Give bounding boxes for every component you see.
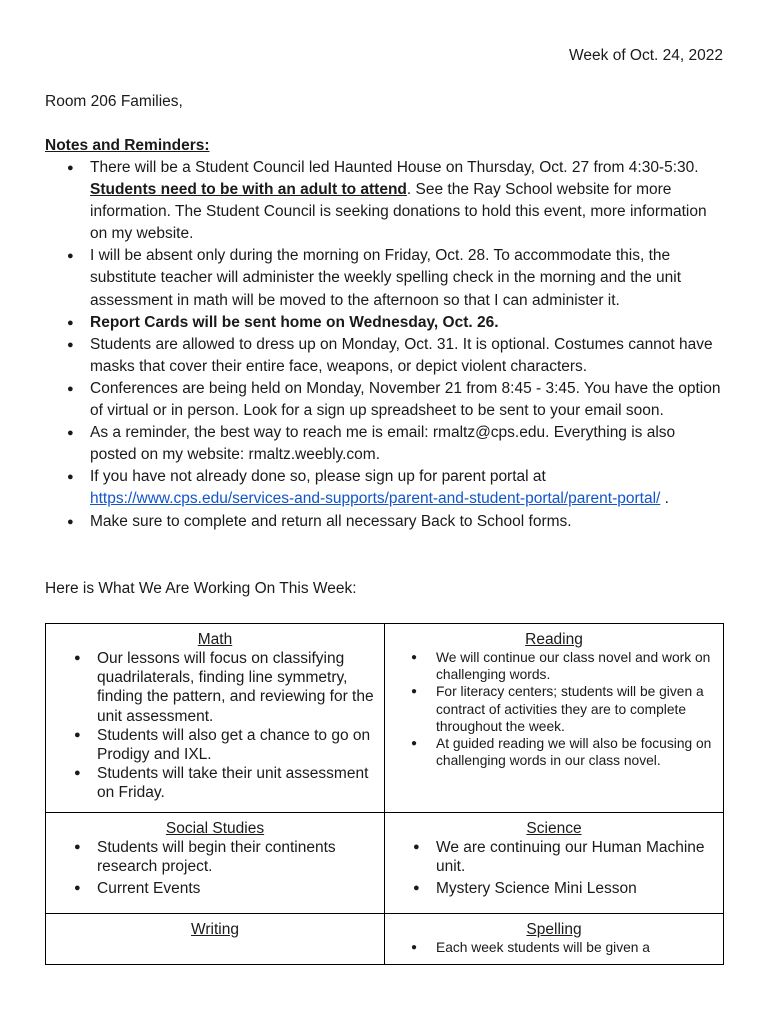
list-item: ● At guided reading we will also be focusing on challenging words in our class novel.: [411, 736, 712, 769]
list-item: ● Students will take their unit assessment on Friday.: [74, 765, 369, 802]
parent-portal-link[interactable]: https://www.cps.edu/services-and-supports/parent-and-student-portal/parent-portal/: [90, 490, 661, 508]
science-list: [393, 838, 715, 899]
note-conferences: ● Conferences are being held on Monday, November 21 from 8:45 - 3:45. You have the option of virtual or in person. Look for a sign up spreadsheet to be sent to your email soon.: [67, 379, 721, 420]
note-absence: ● I will be absent only during the morning on Friday, Oct. 28. To accommodate this, the substitute teacher will administer the weekly spelling check in the morning and the unit assessment in math will be moved to the afternoon so that I can administer it.: [67, 247, 682, 309]
bullet-icon: ●: [67, 162, 74, 174]
bullet-icon: ●: [74, 767, 81, 780]
bullet-icon: ●: [413, 841, 420, 853]
note-report-cards: ● Report Cards will be sent home on Wednesday, Oct. 26.: [45, 312, 723, 334]
bullet-icon: ●: [67, 471, 74, 484]
bullet-icon: ●: [67, 316, 74, 329]
bullet-icon: ●: [67, 427, 74, 440]
list-item: ● Students will begin their continents research project.: [74, 839, 336, 876]
working-heading: Here is What We Are Working On This Week:: [45, 580, 357, 597]
math-cell: [46, 624, 385, 813]
note-parent-portal: ● If you have not already done so, please sign up for parent portal at https://www.cps.edu/services-and-supports/parent-and-student-portal/parent-portal/ .: [67, 468, 669, 508]
bullet-icon: ●: [67, 382, 74, 395]
notes-heading: Notes and Reminders:: [45, 137, 210, 154]
science-cell: [385, 813, 724, 914]
list-item: ● Each week students will be given a: [411, 940, 650, 955]
week-date: Week of Oct. 24, 2022: [569, 47, 723, 64]
bullet-icon: ●: [67, 515, 74, 528]
science-title: Science: [526, 820, 582, 837]
reading-list: [393, 649, 715, 769]
social-studies-title: Social Studies: [165, 820, 265, 837]
notes-list: [45, 157, 723, 533]
note-emphasis: Students need to be with an adult to attend: [90, 181, 407, 199]
spelling-cell: [385, 914, 724, 965]
list-item: ● We are continuing our Human Machine unit.: [413, 839, 705, 876]
note-forms: ● Make sure to complete and return all necessary Back to School forms.: [45, 511, 723, 533]
bullet-icon: ●: [74, 841, 81, 853]
bullet-icon: ●: [411, 686, 418, 698]
social-studies-list: [54, 838, 376, 899]
bullet-icon: ●: [413, 882, 420, 895]
table-row: [46, 914, 724, 965]
list-item: ● Mystery Science Mini Lesson: [413, 880, 637, 898]
writing-title: Writing: [191, 921, 239, 938]
spelling-title: Spelling: [526, 921, 582, 938]
table-row: [46, 624, 724, 813]
list-item: ● Current Events: [74, 880, 201, 898]
bullet-icon: ●: [74, 652, 81, 664]
list-item: ● For literacy centers; students will be given a contract of activities they are to complete throughout the week.: [411, 684, 704, 734]
spelling-list: [393, 939, 715, 956]
social-studies-cell: [46, 813, 385, 914]
math-list: [54, 649, 376, 803]
table-row: [46, 813, 724, 914]
bullet-icon: ●: [411, 942, 418, 953]
subjects-table: [45, 623, 724, 965]
list-item: ● We will continue our class novel and work on challenging words.: [411, 650, 711, 683]
note-costumes: ● Students are allowed to dress up on Monday, Oct. 31. It is optional. Costumes cannot have masks that cover their entire face, weapons, or depict violent characters.: [67, 335, 713, 375]
bullet-icon: ●: [411, 738, 418, 750]
bullet-icon: ●: [67, 250, 74, 263]
bullet-icon: ●: [74, 882, 81, 895]
reading-cell: [385, 624, 724, 813]
writing-cell: [46, 914, 385, 965]
list-item: ● Students will also get a chance to go on Prodigy and IXL.: [74, 726, 371, 764]
bullet-icon: ●: [67, 338, 74, 351]
note-haunted-house: ● There will be a Student Council led Haunted House on Thursday, Oct. 27 from 4:30-5:30. Students need to be with an adult to attend. See the Ray School website for more information. The Student Council is seeking donations to hold this event, more information on my website.: [67, 159, 707, 243]
math-title: Math: [197, 631, 233, 648]
reading-title: Reading: [525, 631, 583, 648]
bullet-icon: ●: [74, 728, 81, 741]
bullet-icon: ●: [411, 652, 418, 663]
note-contact: ● As a reminder, the best way to reach me is email: rmaltz@cps.edu. Everything is also posted on my website: rmaltz.weebly.com.: [67, 424, 676, 464]
list-item: ● Our lessons will focus on classifying quadrilaterals, finding line symmetry, finding the pattern, and reviewing for the unit assessment.: [74, 650, 374, 725]
greeting: Room 206 Families,: [45, 93, 183, 110]
